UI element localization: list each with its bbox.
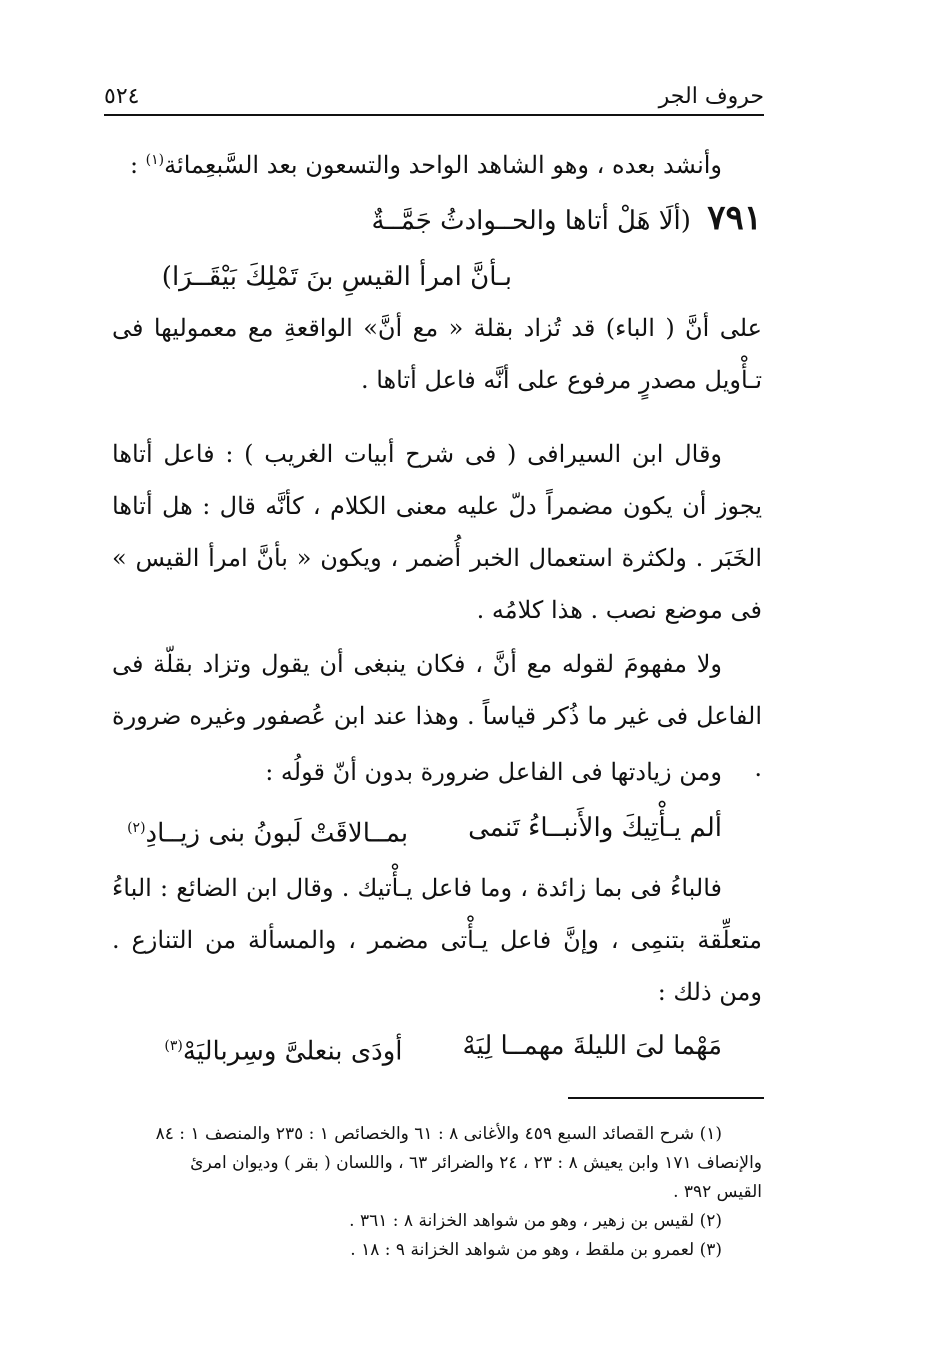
footnote-ref-1: (١): [145, 152, 165, 168]
verse-2-second-hemistich: بمــالاقَتْ لَبونُ بنى زيــادِ: [145, 818, 409, 849]
verse-791-line2: بـأنَّ امرأ القيسِ بنَ تَمْلِكَ بَيْقَــرَا): [161, 262, 512, 292]
verse-3-first-hemistich: مَهْما لىَ الليلةَ مهمــا لِيَهْ: [462, 1031, 722, 1061]
verse-791: [112, 190, 762, 305]
paragraph-3: [112, 428, 762, 636]
paragraph-4-text: ولا مفهومَ لقوله مع أنَّ ، فكان ينبغى أن يقول وتزاد بقلّة فى الفاعل فى غير ما ذُكر قياساً . وهذا عند ابن عُصفور وغيره ضرورة .: [112, 650, 762, 782]
intro-paragraph: [112, 134, 762, 191]
footnote-2: (٢) لقيس بن زهير ، وهو من شواهد الخزانة ٨ : ٣٦١ .: [349, 1211, 722, 1231]
page-header: [104, 78, 764, 114]
paragraph-2-text: على أنَّ ( الباء) قد تُزاد بقلة « مع أنَّ» الواقعةِ مع معموليها فى تـأْويل مصدرٍ مرفوع على أنَّه فاعل أتاها .: [112, 314, 762, 394]
paragraph-5-text: ومن زيادتها فى الفاعل ضرورة بدون أنّ قولُه :: [265, 758, 722, 786]
paragraph-6-text: فالباءُ فى بما زائدة ، وما فاعل يـأْتيك . وقال ابن الضائع : الباءُ متعلِّقة بتنمِى ، وإنَّ فاعل يـأْتى مضمر ، والمسألة من التنازع . ومن ذلك :: [112, 874, 762, 1006]
footnote-ref-3: (٣): [164, 1038, 183, 1054]
paragraph-5: [112, 746, 762, 798]
footnotes: [112, 1120, 762, 1265]
page-number: ٥٢٤: [104, 83, 140, 109]
verse-2-first-hemistich: ألم يـأْتِيكَ والأَنبــاءُ تَنمى: [468, 813, 722, 843]
footnote-ref-2: (٢): [127, 820, 146, 836]
paragraph-6: [112, 862, 762, 1018]
intro-text: وأنشد بعده ، وهو الشاهد الواحد والتسعون بعد السَّبعِمائة: [164, 151, 722, 179]
footnote-1-line2: والإنصاف ١٧١ وابن يعيش ٨ : ٢٣ ، ٢٤ والضرائر ٦٣ ، واللسان ( بقر ) وديوان امرئ: [190, 1153, 762, 1173]
paragraph-3-text: وقال ابن السيرافى ( فى شرح أبيات الغريب ) : فاعل أتاها يجوز أن يكون مضمراً دلّ عليه معنى الكلام ، كأنَّه قال : هل أتاها الخَبَر . ولكثرة استعمال الخبر أُضمر ، ويكون « بأنَّ امرأ القيس » فى موضع نصب . هذا كلامُه .: [112, 440, 762, 624]
footnote-separator: [568, 1097, 764, 1099]
running-title: حروف الجر: [658, 83, 764, 109]
verse-3: [112, 1020, 762, 1078]
verse-3-second-hemistich: أودَى بنعلىَّ وسِرباليَهْ: [182, 1036, 403, 1067]
footnote-1-line1: (١) شرح القصائد السبع ٤٥٩ والأغانى ٨ : ٦١ والخصائص ١ : ٢٣٥ والمنصف ١ : ٨٤: [155, 1124, 722, 1144]
paragraph-2: [112, 302, 762, 406]
intro-colon: :: [129, 151, 146, 179]
verse-2: [112, 802, 762, 860]
footnote-1-line3: القيس ٣٩٢ .: [673, 1182, 762, 1202]
header-rule: [104, 114, 764, 116]
verse-number: ٧٩١: [707, 198, 762, 238]
verse-791-line1: (ألَا هَلْ أتاها والحــوادثُ جَمَّــةٌ: [371, 206, 691, 236]
footnote-3: (٣) لعمرو بن ملقط ، وهو من شواهد الخزانة ٩ : ١٨ .: [350, 1240, 722, 1260]
